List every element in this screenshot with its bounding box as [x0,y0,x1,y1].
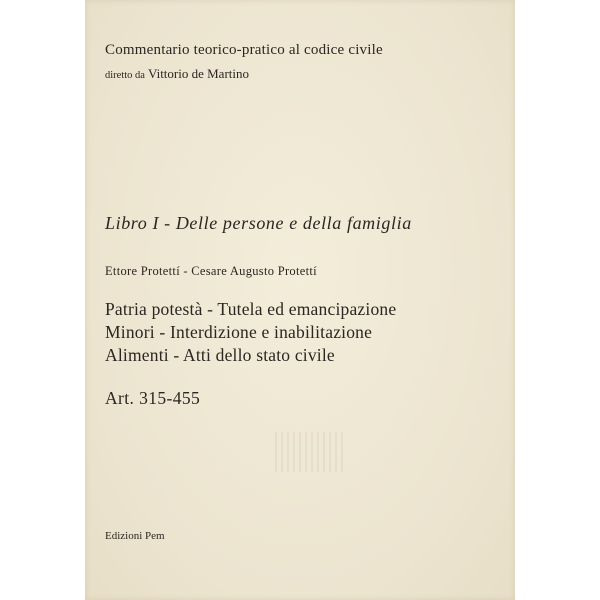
title-page [85,0,515,600]
article-range: Art. 315-455 [105,388,201,408]
subject-line: Alimenti - Atti dello stato civile [105,345,335,365]
editor-prefix: diretto da [105,70,145,81]
authors: Ettore Protettí - Cesare Augusto Protettí [105,264,317,278]
subject-line: Minori - Interdizione e inabilitazione [105,322,373,342]
subject-list [105,298,396,367]
editor-line [105,66,249,82]
series-title: Commentario teorico-pratico al codice civile [105,42,383,58]
publisher: Edizioni Pem [105,530,165,542]
bleed-through-mark [275,432,345,472]
editor-name: Vittorio de Martino [147,66,250,81]
subject-line: Patria potestà - Tutela ed emancipazione [105,299,397,319]
book-title: Libro I - Delle persone e della famiglia [105,213,412,233]
